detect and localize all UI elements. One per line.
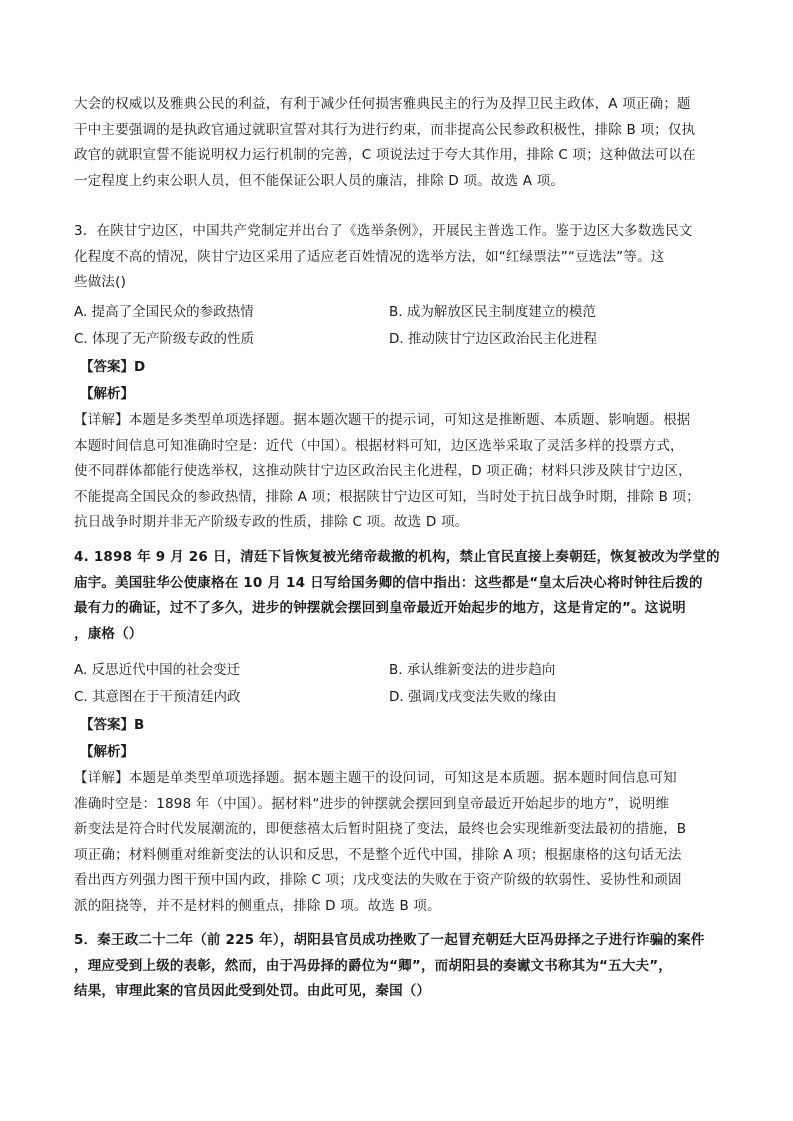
option-d: D. 强调戊戌变法失败的缘由 — [389, 689, 557, 705]
intro-paragraph — [74, 92, 724, 194]
question-4-answer: 【答案】B — [80, 717, 145, 733]
text-line: 4. 1898 年 9 月 26 日，清廷下旨恢复被光绪帝裁撤的机构，禁止官民直接上奏朝廷，恢复被改为学堂的 — [74, 549, 720, 565]
option-d: D. 推动陕甘宁边区政治民主化进程 — [389, 331, 597, 347]
text-line: ，康格（） — [74, 625, 143, 642]
option-c: C. 其意图在于干预清廷内政 — [74, 689, 241, 705]
text-line: 化程度不高的情况，陕甘宁边区采用了适应老百姓情况的选举方法，如“红绿票法”“豆选法”等。这 — [74, 248, 665, 265]
question-4-analysis-label: 【解析】 — [80, 744, 134, 760]
text-line: 准确时空是：1898 年（中国）。据材料“进步的钟摆就会摆回到皇帝最近开始起步的地方”，说明维 — [74, 795, 670, 812]
option-b: B. 成为解放区民主制度建立的模范 — [389, 304, 596, 320]
text-line: 不能提高全国民众的参政热情，排除 A 项；根据陕甘宁边区可知，当时处于抗日战争时期，排除 B 项； — [74, 488, 700, 505]
text-line: 庙宇。美国驻华公使康格在 10 月 14 日写给国务卿的信中指出：这些都是“皇太后决心将时钟往后拨的 — [74, 574, 703, 591]
text-line: 大会的权威以及雅典公民的利益，有利于减少任何损害雅典民主的行为及捍卫民主政体，A 项正确；题 — [74, 96, 691, 112]
text-line: 本题时间信息可知准确时空是：近代（中国）。根据材料可知，边区选举采取了灵活多样的投票方式， — [74, 437, 684, 454]
text-line: 【详解】本题是单类型单项选择题。据本题主题干的设问词，可知这是本质题。据本题时间信息可知 — [74, 770, 677, 786]
text-line: 结果，审理此案的官员因此受到处罚。由此可见，秦国（） — [74, 983, 431, 999]
text-line: 3．在陕甘宁边区，中国共产党制定并出台了《选举条例》，开展民主普选工作。鉴于边区大多数选民文 — [74, 223, 693, 239]
text-line: 些做法() — [74, 274, 127, 290]
question-3-options-row-2 — [74, 326, 724, 352]
text-line: 使不同群体都能行使选举权，这推动陕甘宁边区政治民主化进程，D 项正确；材料只涉及陕甘宁边区， — [74, 463, 692, 479]
text-line: 一定程度上约束公职人员，但不能保证公职人员的廉洁，排除 D 项。故选 A 项。 — [74, 172, 565, 189]
text-line: 政官的就职宣誓不能说明权力运行机制的完善，C 项说法过于夸大其作用，排除 C 项；这种做法可以在 — [74, 147, 696, 163]
text-line: 派的阻挠等，并不是材料的侧重点，排除 D 项。故选 B 项。 — [74, 897, 441, 914]
text-line: 【详解】本题是多类型单项选择题。据本题次题干的提示词，可知这是推断题、本质题、影响题。根据 — [74, 412, 691, 428]
text-line: 最有力的确证，过不了多久，进步的钟摆就会摆回到皇帝最近开始起步的地方，这是肯定的”。这说明 — [74, 600, 686, 616]
text-line: 5．秦王政二十二年（前 225 年），胡阳县官员成功挫败了一起冒充朝廷大臣冯毋择之子进行诈骗的案件 — [74, 932, 705, 948]
option-b: B. 承认维新变法的进步趋向 — [389, 662, 556, 678]
question-3-options-row-1 — [74, 299, 724, 325]
text-line: 项正确；材料侧重对维新变法的认识和反思，不是整个近代中国，排除 A 项；根据康格的这句话无法 — [74, 846, 682, 863]
text-line: ，理应受到上级的表彰，然而，由于冯毋择的爵位为“卿”，而胡阳县的奏谳文书称其为“五大夫”， — [74, 957, 672, 974]
question-5-stem — [74, 928, 724, 1005]
question-3-analysis-label: 【解析】 — [80, 386, 134, 402]
text-line: 抗日战争时期并非无产阶级专政的性质，排除 C 项。故选 D 项。 — [74, 514, 469, 530]
option-a: A. 提高了全国民众的参政热情 — [74, 304, 254, 320]
question-4-options-row-2 — [74, 684, 724, 710]
option-a: A. 反思近代中国的社会变迁 — [74, 662, 241, 678]
question-4-detail — [74, 766, 724, 919]
question-4-options-row-1 — [74, 657, 724, 683]
option-c: C. 体现了无产阶级专政的性质 — [74, 331, 255, 347]
question-3-stem — [74, 219, 724, 296]
question-4-stem — [74, 545, 724, 647]
question-3-detail — [74, 408, 724, 536]
text-line: 看出西方列强力图干预中国内政，排除 C 项；戊戌变法的失败在于资产阶级的软弱性、妥协性和顽固 — [74, 872, 682, 888]
text-line: 新变法是符合时代发展潮流的，即便慈禧太后暂时阻挠了变法，最终也会实现维新变法最初的措施，B — [74, 821, 687, 837]
text-line: 干中主要强调的是执政官通过就职宣誓对其行为进行约束，而非提高公民参政积极性，排除 B 项；仅执 — [74, 121, 696, 138]
question-3-answer: 【答案】D — [80, 359, 146, 375]
